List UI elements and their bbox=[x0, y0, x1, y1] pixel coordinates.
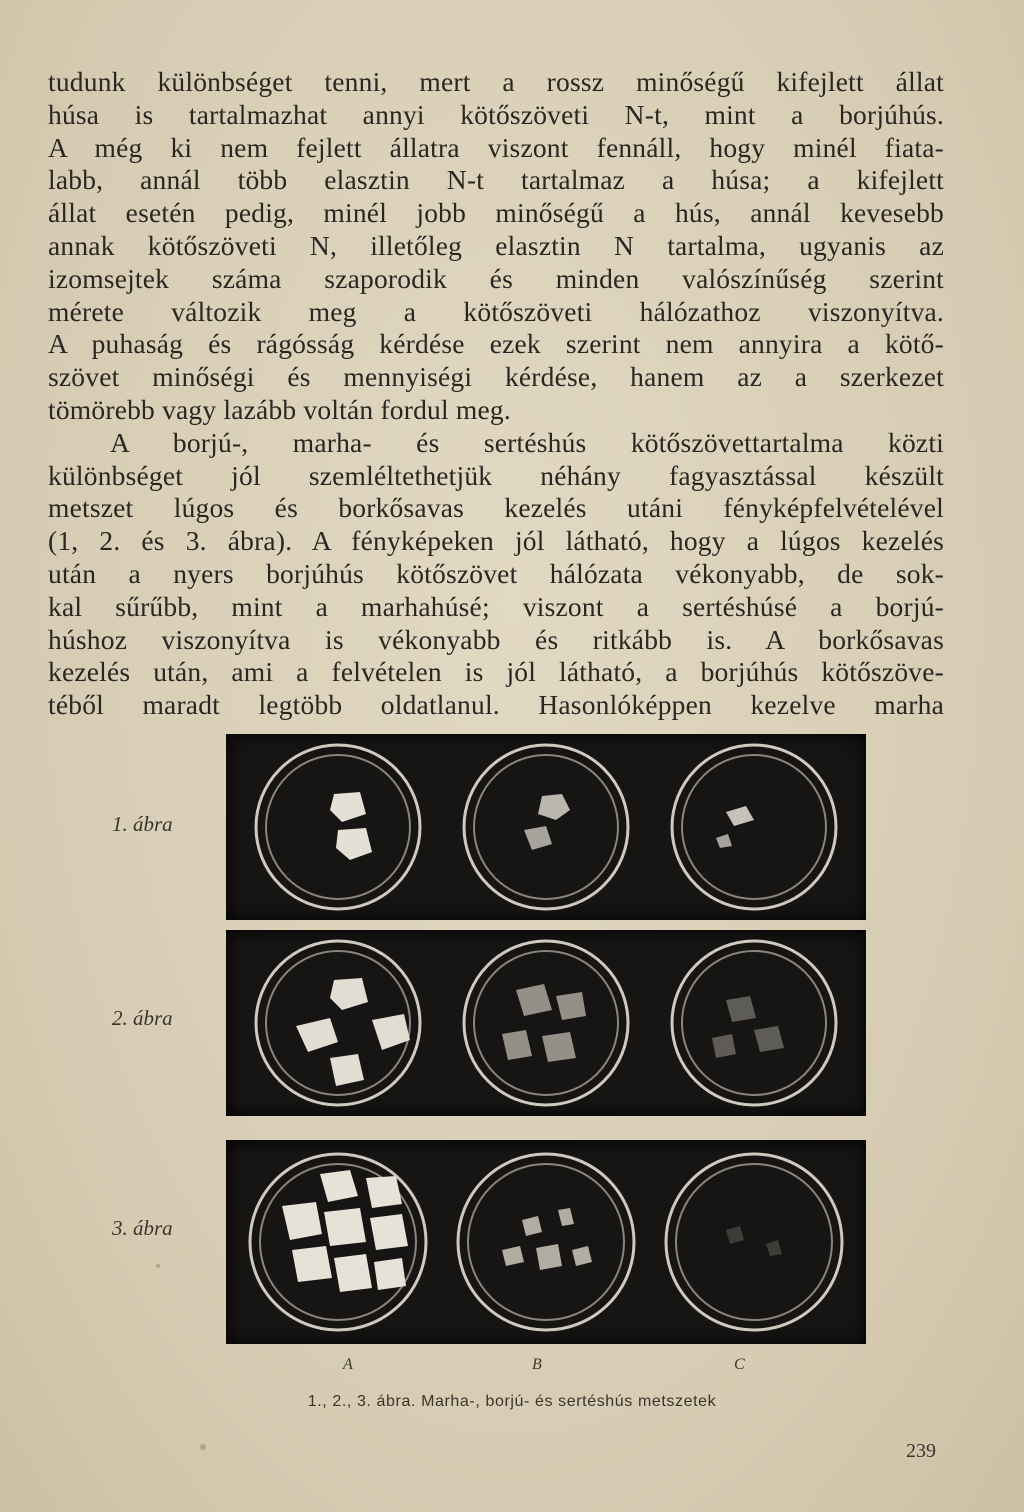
text-line: izomsejtek száma szaporodik és minden valószínűség szerint bbox=[48, 262, 944, 294]
text-line: A puhaság és rágósság kérdése ezek szerint nem annyira a kötő- bbox=[48, 328, 944, 360]
text-line: húsa is tartalmazhat annyi kötőszöveti N-t, mint a borjúhús. bbox=[48, 98, 944, 130]
body-text bbox=[48, 66, 944, 722]
text-line: labb, annál több elasztin N-t tartalmaz a húsa; a kifejlett bbox=[48, 164, 944, 196]
paper-speck bbox=[156, 1264, 160, 1268]
text-line: téből maradt legtöbb oldatlanul. Hasonlóképpen kezelve marha bbox=[48, 689, 944, 721]
text-line: különbséget jól szemléltethetjük néhány fagyasztással készült bbox=[48, 459, 944, 491]
figure-2-label: 2. ábra bbox=[112, 1006, 173, 1030]
text-line: tudunk különbséget tenni, mert a rossz minőségű kifejlett állat bbox=[48, 66, 944, 97]
figure-caption: 1., 2., 3. ábra. Marha-, borjú- és sertéshús metszetek bbox=[307, 1393, 717, 1410]
text-line: után a nyers borjúhús kötőszövet hálózata vékonyabb, de sok- bbox=[48, 557, 944, 589]
text-line: A borjú-, marha- és sertéshús kötőszövettartalma közti bbox=[110, 426, 944, 458]
text-line: (1, 2. és 3. ábra). A fényképeken jól látható, hogy a lúgos kezelés bbox=[48, 525, 944, 557]
paper-speck bbox=[200, 1444, 206, 1450]
text-line: kezelés után, ami a felvételen is jól látható, a borjúhús kötőszöve- bbox=[48, 656, 944, 688]
column-label-a: A bbox=[343, 1356, 353, 1373]
text-line: állat esetén pedig, minél jobb minőségű a hús, annál kevesebb bbox=[48, 197, 944, 229]
text-line: szövet minőségi és mennyiségi kérdése, hanem az a szerkezet bbox=[48, 361, 944, 393]
text-line: kal sűrűbb, mint a marhahúsé; viszont a sertéshúsé a borjú- bbox=[48, 590, 944, 622]
figure-1-photo bbox=[226, 734, 866, 920]
figure-2-photo bbox=[226, 930, 866, 1116]
text-line: húshoz viszonyítva is vékonyabb és ritkább is. A borkősavas bbox=[48, 623, 944, 655]
text-line: tömörebb vagy lazább voltán fordul meg. bbox=[48, 393, 511, 425]
text-line: A még ki nem fejlett állatra viszont fennáll, hogy minél fiata- bbox=[48, 131, 944, 163]
column-label-c: C bbox=[734, 1356, 745, 1373]
text-line: mérete változik meg a kötőszöveti hálózathoz viszonyítva. bbox=[48, 295, 944, 327]
figure-1-label: 1. ábra bbox=[112, 812, 173, 836]
text-line: annak kötőszöveti N, illetőleg elasztin N tartalma, ugyanis az bbox=[48, 229, 944, 261]
column-label-b: B bbox=[532, 1356, 542, 1373]
figure-3-label: 3. ábra bbox=[112, 1216, 173, 1240]
page-number: 239 bbox=[906, 1440, 936, 1462]
text-line: metszet lúgos és borkősavas kezelés utáni fényképfelvételével bbox=[48, 492, 944, 524]
figure-3-photo bbox=[226, 1140, 866, 1344]
